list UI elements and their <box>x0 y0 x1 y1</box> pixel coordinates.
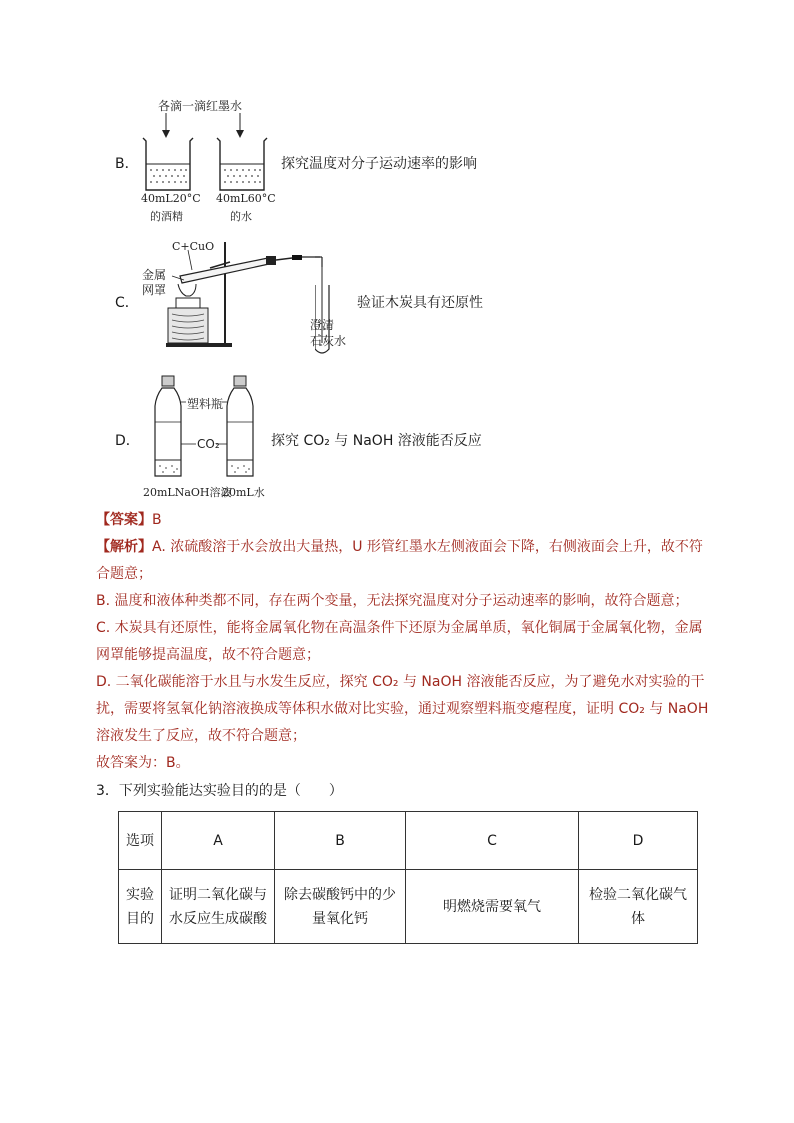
table-header-cell: C <box>406 812 579 870</box>
option-a-cell <box>162 870 275 944</box>
option-c-mesh-label-2: 网罩 <box>142 283 167 297</box>
option-d-cell <box>579 870 698 944</box>
option-b-left-liquid: 的酒精 <box>150 210 183 223</box>
table-row <box>119 870 698 944</box>
option-b-letter: B． <box>115 156 139 172</box>
option-b-caption: 探究温度对分子运动速率的影响 <box>281 156 477 172</box>
option-c-caption: 验证木炭具有还原性 <box>357 295 483 311</box>
answer-value: B <box>152 512 162 528</box>
option-c-reagent-label: C+CuO <box>172 240 215 253</box>
table-header-cell: A <box>162 812 275 870</box>
option-b-drop-label: 各滴一滴红墨水 <box>158 99 243 113</box>
option-d-caption: 探究 CO₂ 与 NaOH 溶液能否反应 <box>271 433 482 449</box>
option-b-beakers-figure <box>130 110 280 195</box>
explanation-a-line1 <box>96 534 703 561</box>
explanation-c-line2: 网罩能够提高温度，故不符合题意； <box>96 647 320 663</box>
option-c-mesh-label-1: 金属 <box>142 268 167 282</box>
option-c-letter: C． <box>115 295 139 311</box>
cell-line1: 明燃烧需要氧气 <box>443 898 541 915</box>
explanation-d-line2: 扰，需要将氢氧化钠溶液换成等体积水做对比实验，通过观察塑料瓶变瘪程度，证明 CO₂ 与 NaOH <box>96 701 709 717</box>
explanation-conclusion: 故答案为：B。 <box>96 755 190 771</box>
option-d-right-bottle-label: 20mL水 <box>222 486 265 499</box>
row-label-line2: 目的 <box>126 910 154 927</box>
cell-line1: 除去碳酸钙中的少 <box>284 886 396 903</box>
table-header-cell: B <box>275 812 406 870</box>
cell-line2: 量氧化钙 <box>312 910 368 927</box>
option-b-left-volume: 40mL20°C <box>141 192 201 205</box>
option-c-apparatus-figure <box>150 238 320 358</box>
cell-line2: 体 <box>631 910 645 927</box>
explanation-b-line1: B. 温度和液体种类都不同，存在两个变量，无法探究温度对分子运动速率的影响，故符合题意； <box>96 593 689 609</box>
table-header-cell: 选项 <box>119 812 162 870</box>
option-c-cell <box>406 870 579 944</box>
table-header-row <box>119 812 698 870</box>
option-d-letter: D． <box>115 433 140 449</box>
question-3-options-table <box>118 811 698 944</box>
explanation-a-text: A. 浓硫酸溶于水会放出大量热，U 形管红墨水左侧液面会下降，右侧液面会上升，故不符 <box>152 539 703 555</box>
option-d-gas-label: CO₂ <box>197 437 220 451</box>
option-b-right-liquid: 的水 <box>230 210 252 223</box>
option-d-left-bottle-label: 20mLNaOH溶液 <box>143 486 232 499</box>
explanation-c-line1: C. 木炭具有还原性，能将金属氧化物在高温条件下还原为金属单质，氧化铜属于金属氧化物，金属 <box>96 620 703 636</box>
explanation-tag: 【解析】 <box>96 539 152 555</box>
explanation-d-line3: 溶液发生了反应，故不符合题意； <box>96 728 306 744</box>
option-d-bottles-figure <box>150 372 260 484</box>
explanation-d-line1: D. 二氧化碳能溶于水且与水发生反应，探究 CO₂ 与 NaOH 溶液能否反应，为了避免水对实验的干 <box>96 674 705 690</box>
answer-tag: 【答案】 <box>96 512 152 528</box>
explanation-a-line2: 合题意； <box>96 566 152 582</box>
cell-line2: 水反应生成碳酸 <box>169 910 267 927</box>
table-header-cell: D <box>579 812 698 870</box>
cell-line1: 证明二氧化碳与 <box>169 886 267 903</box>
row-label-line1: 实验 <box>126 886 154 903</box>
option-b-right-volume: 40mL60°C <box>216 192 276 205</box>
cell-line1: 检验二氧化碳气 <box>589 886 687 903</box>
option-b-cell <box>275 870 406 944</box>
option-d-bottle-label: 塑料瓶 <box>187 397 224 411</box>
question-3-stem: 3．下列实验能达实验目的的是（ ） <box>96 783 343 799</box>
option-c-water-label-2: 石灰水 <box>310 334 347 348</box>
table-row-label <box>119 870 162 944</box>
option-c-water-label-1: 澄清 <box>310 318 335 332</box>
answer-line <box>96 507 162 534</box>
